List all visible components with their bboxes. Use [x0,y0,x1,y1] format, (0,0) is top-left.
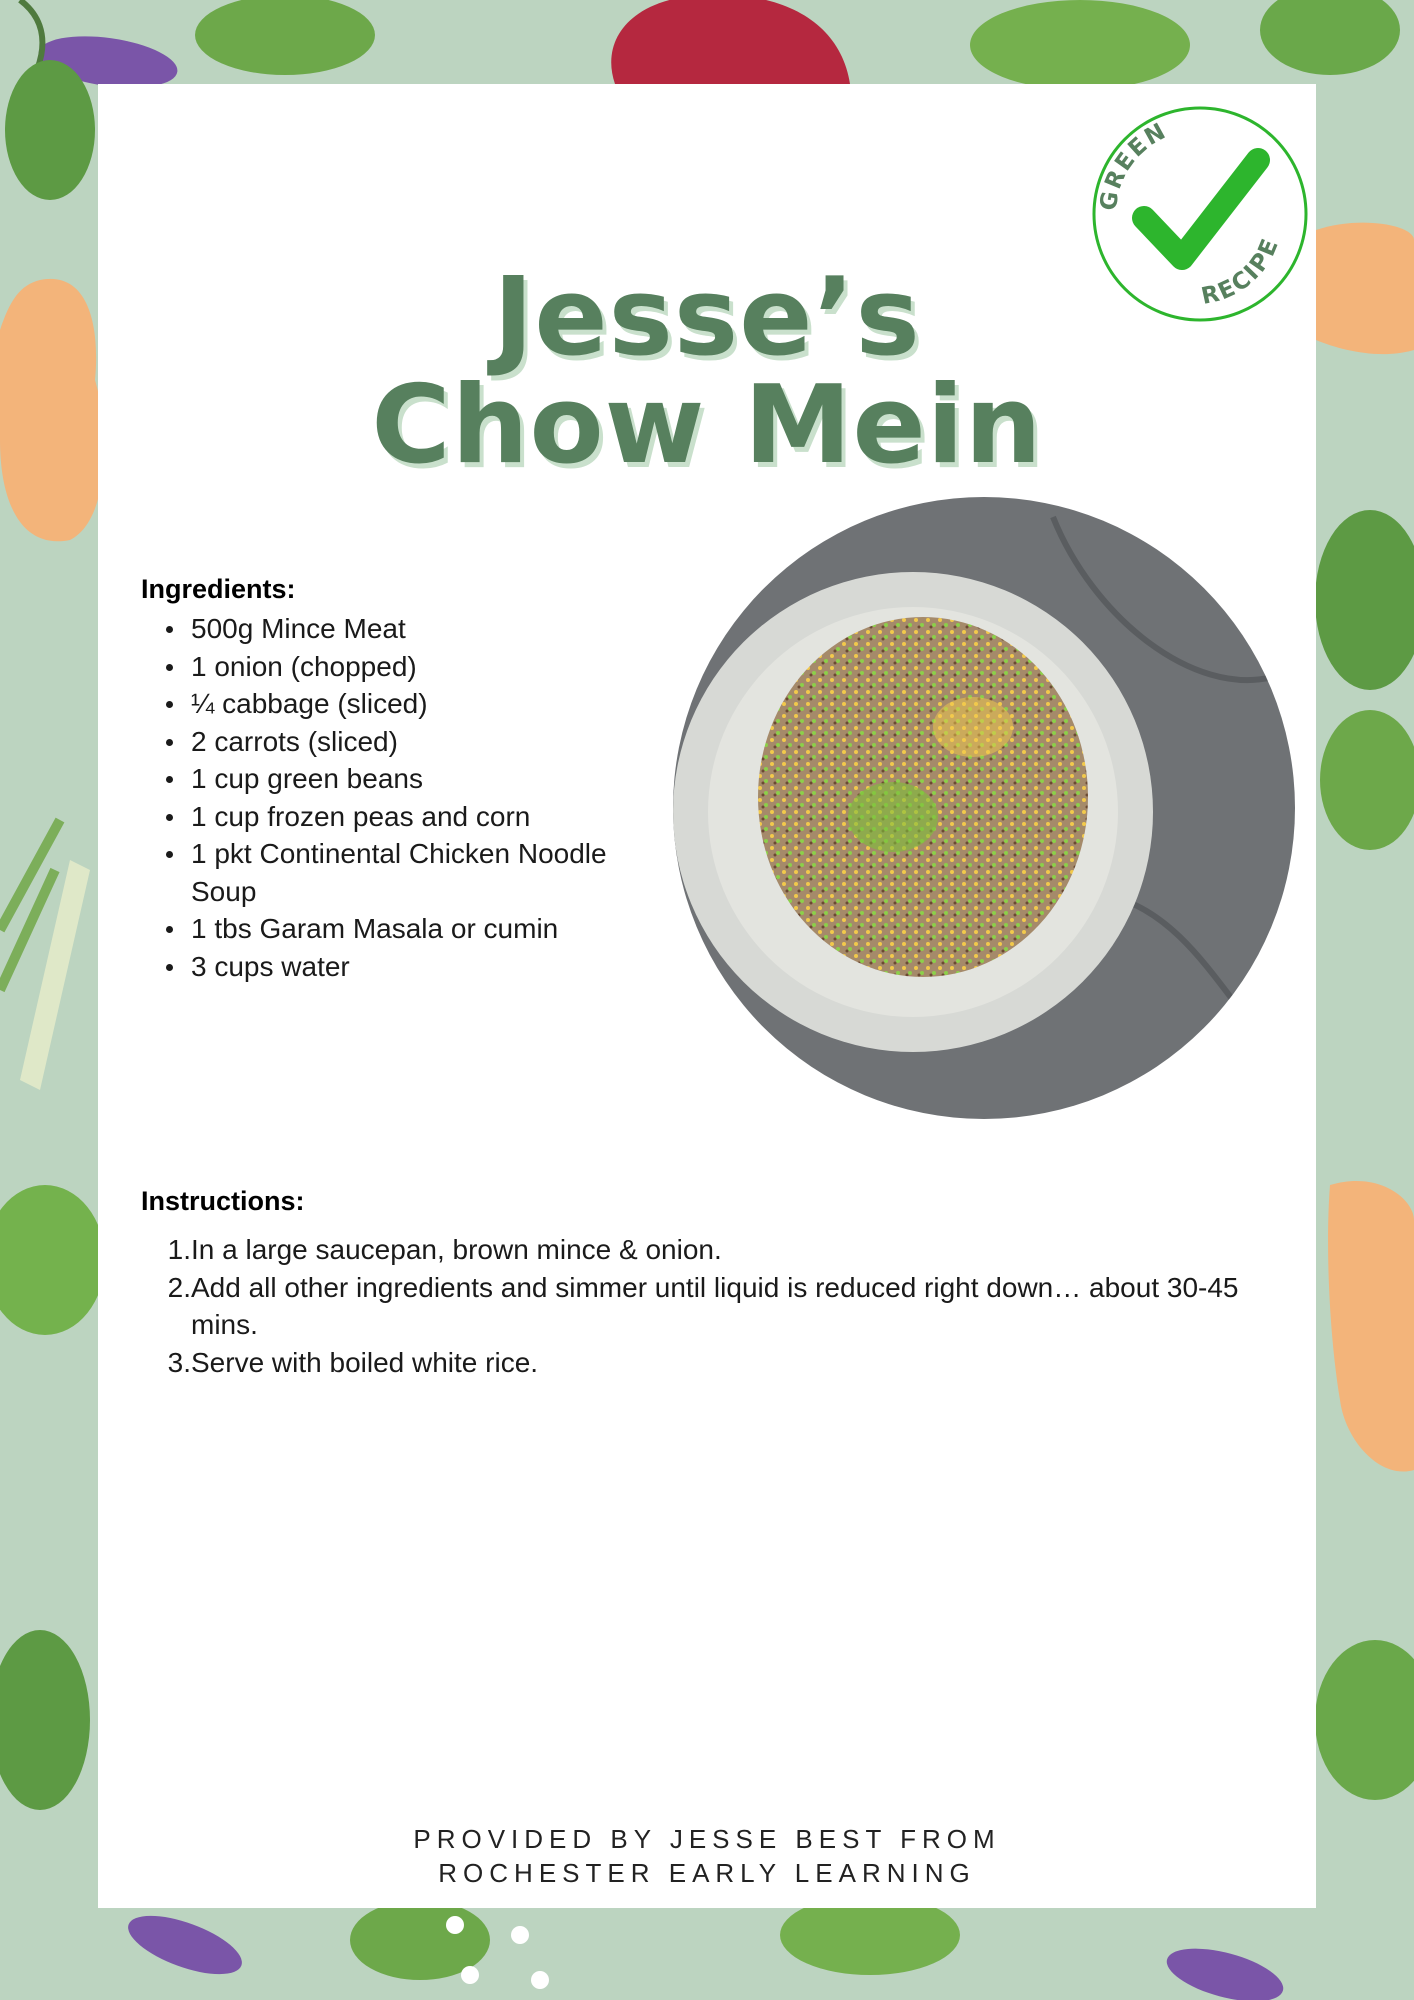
ingredient-item: 1 cup frozen peas and corn [191,798,631,836]
footer-credit [98,1822,1316,1890]
ingredients-heading: Ingredients: [141,574,296,604]
ingredient-item: 1 cup green beans [191,760,631,798]
badge-bottom-text: RECIPE [1198,233,1285,311]
ingredient-item: 1 pkt Continental Chicken Noodle Soup [191,835,631,910]
footer-line-1: PROVIDED BY JESSE BEST FROM [413,1824,1001,1854]
butternut-squash-illustration [0,279,104,541]
step-number: 3. [167,1346,191,1378]
ingredients-list [191,610,631,985]
leaf-illustration [5,60,95,200]
ingredient-item: ¼ cabbage (sliced) [191,685,631,723]
instructions-list [158,1231,1258,1381]
green-recipe-badge [1086,100,1314,328]
step-number: 1. [167,1234,191,1265]
ingredient-item: 1 onion (chopped) [191,648,631,686]
badge-top-text: GREEN [1095,117,1172,213]
checkmark-icon [1144,160,1258,258]
ingredient-item: 3 cups water [191,948,631,986]
instructions-heading: Instructions: [141,1186,305,1216]
title-line-2: Chow Mein [371,363,1043,488]
title-line-1: Jesse’s [493,255,921,380]
step-number: 2. [167,1271,191,1303]
chow-mein-photo [673,497,1295,1119]
leaf-illustration [970,0,1190,90]
footer-line-2: ROCHESTER EARLY LEARNING [438,1858,976,1888]
step-text: In a large saucepan, brown mince & onion. [191,1234,722,1265]
recipe-card [98,84,1316,1908]
instruction-step [158,1269,1258,1344]
ingredient-item: 1 tbs Garam Masala or cumin [191,910,631,948]
step-text: Serve with boiled white rice. [191,1346,539,1378]
butternut-squash-illustration [1316,223,1414,355]
instruction-step [158,1344,1258,1382]
instruction-step [158,1231,1258,1269]
step-text: Add all other ingredients and simmer until liquid is reduced right down… about 30-45 mins. [191,1271,1239,1340]
ingredient-item: 500g Mince Meat [191,610,631,648]
ingredient-item: 2 carrots (sliced) [191,723,631,761]
